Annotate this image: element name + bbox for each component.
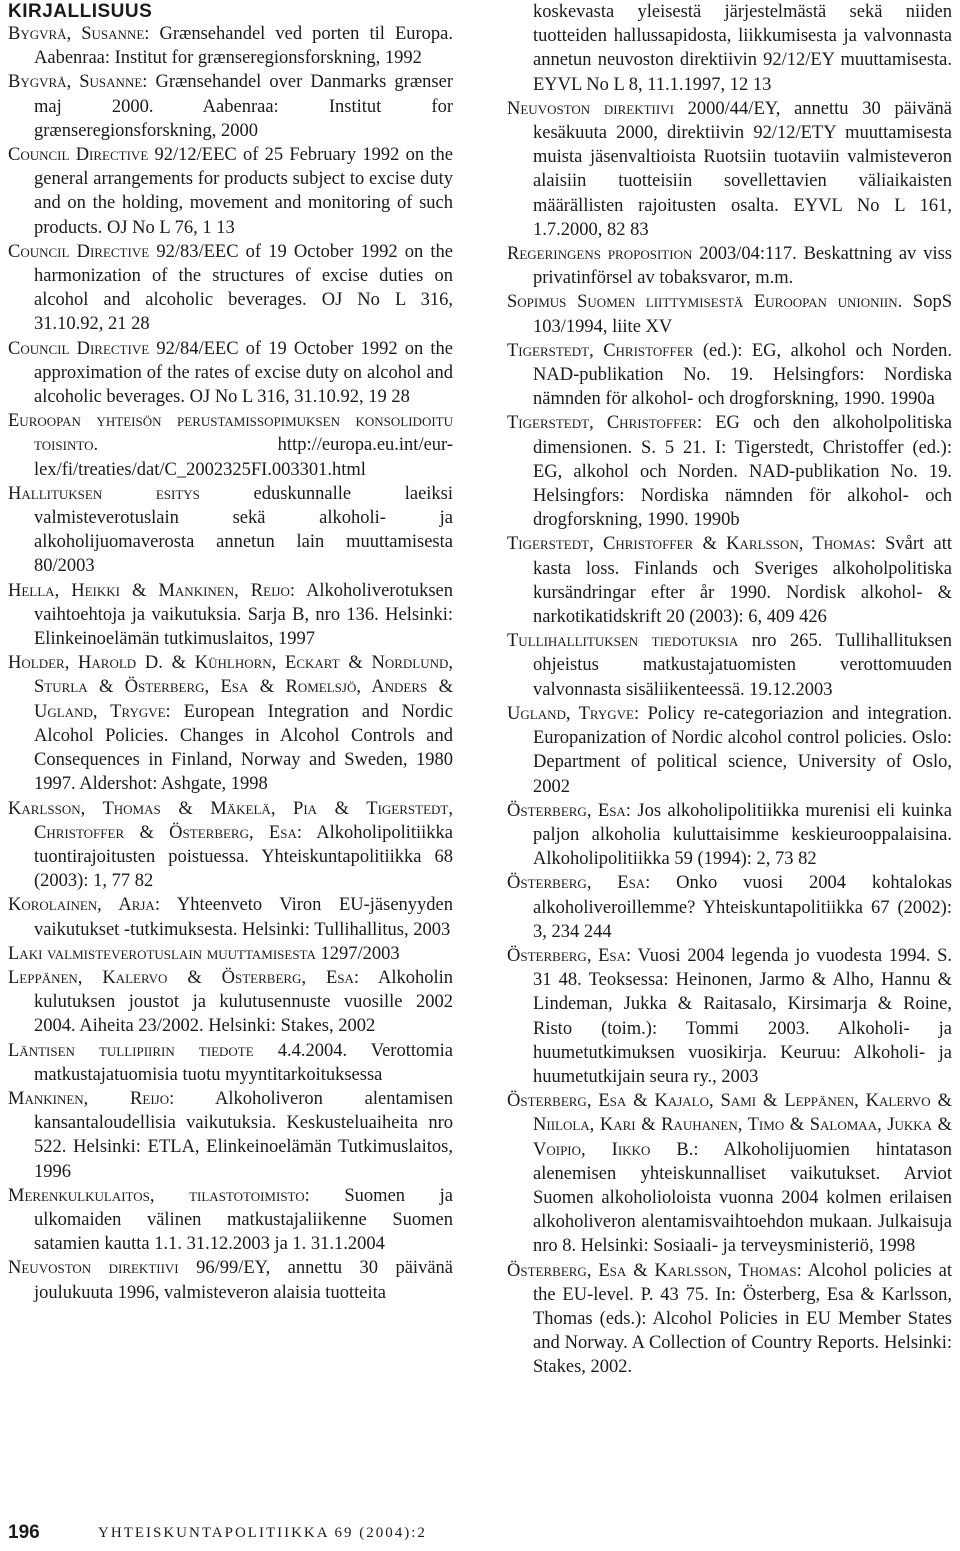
reference-text: nro 265. Tullihallituksen ohjeistus matkustajatuomisten verottomuuden valvonnasta sisäliikenteessä. 19.12.2003 <box>533 631 952 700</box>
reference-entry <box>507 871 952 944</box>
reference-entry <box>507 702 952 799</box>
reference-text: Alkoholijuomien hintatason alenemisen yhteiskunnalliset vaikutukset. Arviot Suomen alkoholioloista vuonna 2004 kolmen erilaisen alkoholiveron alentamisvaihtoehdon mukaan. Julkaisuja nro 8. Helsinki: Sosiaali- ja terveysministeriö, 1998 <box>533 1139 952 1257</box>
continued-reference: koskevasta yleisestä järjestelmästä sekä niiden tuotteiden hallussapidosta, liikkumisesta ja valvonnasta annetun neuvoston direktiivin 92/12/EY muuttamisesta. EYVL No L 8, 11.1.1997, 12 13 <box>533 2 952 95</box>
reference-author: Österberg, Esa: <box>507 945 632 966</box>
reference-author: Bygvrå, Susanne: <box>8 72 148 93</box>
reference-author: Hallituksen esitys <box>8 483 200 504</box>
reference-entry <box>507 411 952 532</box>
reference-entry <box>8 22 453 70</box>
reference-author: Karlsson, Thomas & Mäkelä, Pia & Tigerstedt, Christoffer & Österberg, Esa: <box>8 798 453 843</box>
reference-author: Tigerstedt, Christoffer & Karlsson, Thomas: <box>507 534 876 555</box>
reference-entry <box>507 97 952 242</box>
reference-author: Tigerstedt, Christoffer <box>507 340 694 361</box>
reference-text: Alcohol policies at the EU-level. P. 43 75. In: Österberg, Esa & Karlsson, Thomas (eds.): Alcohol Policies in EU Member States and Norway. A Collection of Country Reports. Helsinki: Stakes, 2002. <box>533 1260 952 1378</box>
reference-author: Merenkulkulaitos, tilastotoimisto: <box>8 1185 310 1206</box>
reference-text: Onko vuosi 2004 kohtalokas alkoholiveroillemme? Yhteiskuntapolitiikka 67 (2002): 3, 234 244 <box>533 873 952 942</box>
reference-author: Leppänen, Kalervo & Österberg, Esa: <box>8 967 360 988</box>
reference-entry <box>8 337 453 410</box>
reference-entry <box>507 339 952 412</box>
reference-text: 92/84/EEC of 19 October 1992 on the approximation of the rates of excise duty on alcohol and alcoholic beverages. OJ No L 316, 31.10.92, 19 28 <box>34 338 453 408</box>
reference-text: Grænsehandel ved porten til Europa. Aabenraa: Institut for grænseregionsforskning, 1992 <box>34 24 453 69</box>
section-heading: KIRJALLISUUS <box>8 1 153 22</box>
reference-text: eduskunnalle laeiksi valmisteverotuslain sekä alkoholi- ja alkoholijuomaverosta annetun lain muuttamisesta 80/2003 <box>34 483 454 577</box>
reference-author: Neuvoston direktiivi <box>507 98 674 119</box>
reference-entry <box>507 1089 952 1258</box>
reference-author: Mankinen, Reijo: <box>8 1088 175 1109</box>
reference-entry <box>507 629 952 702</box>
reference-entry <box>8 240 453 337</box>
reference-author: Österberg, Esa: <box>507 873 651 894</box>
reference-entry <box>8 651 453 796</box>
reference-text: 2000/44/EY, annettu 30 päivänä kesäkuuta 2000, direktiivin 92/12/ETY muuttamisesta muista jäsenvaltioista Ruotsiin tuotaviin valmisteveron alaisiin tuotteisiin sovellettavien väliaikaisten määrällisten rajoitusten osalta. EYVL No L 161, 1.7.2000, 82 83 <box>533 98 952 240</box>
journal-name: YHTEISKUNTAPOLITIIKKA 69 (2004):2 <box>98 1525 427 1541</box>
reference-entry <box>507 799 952 872</box>
reference-author: Österberg, Esa & Kajalo, Sami & Leppänen, Kalervo & Niilola, Kari & Rauhanen, Timo & Salomaa, Jukka & Voipio, Iikko B.: <box>507 1091 952 1160</box>
reference-entry <box>8 966 453 1039</box>
reference-author: Ugland, Trygve: <box>507 703 640 724</box>
reference-text: Svårt att kasta loss. Finlands och Sveriges alkoholpolitiska kursändringar efter år 1990. Nordisk alkohol- & narkotikatidskrift 20 (2003): 6, 409 426 <box>533 534 952 628</box>
reference-text: 92/12/EEC of 25 February 1992 on the general arrangements for products subject to excise duty and on the holding, movement and monitoring of such products. OJ No L 76, 1 13 <box>34 145 453 238</box>
reference-entry <box>8 579 453 652</box>
reference-author: Hella, Heikki & Mankinen, Reijo: <box>8 580 296 601</box>
reference-text: 1297/2003 <box>315 943 400 964</box>
reference-entry <box>8 1039 453 1087</box>
reference-entry <box>8 797 453 894</box>
reference-author: Tigerstedt, Christoffer: <box>507 413 703 434</box>
reference-author: Euroopan yhteisön perustamissopimuksen konsolidoitu toisinto. <box>8 411 453 456</box>
reference-entry <box>507 1259 952 1380</box>
reference-text: 92/83/EEC of 19 October 1992 on the harmonization of the structures of excise duties on alcohol and alcoholic beverages. OJ No L 316, 31.10.92, 21 28 <box>34 241 453 335</box>
reference-text: EG och den alkoholpolitiska dimensionen. S. 5 21. I: Tigerstedt, Christoffer (ed.): EG, alkohol och Norden. NAD-publikation No. 19. Helsingfors: Nordiska nämnden för alkohol- och drogforskning, 1990. 1990b <box>533 413 952 531</box>
right-column <box>507 0 952 1380</box>
reference-text: Alkoholin kulutuksen joustot ja kulutusennuste vuosille 2002 2004. Aiheita 23/2002. Helsinki: Stakes, 2002 <box>34 967 453 1037</box>
reference-author: Bygvrå, Susanne: <box>8 24 150 44</box>
reference-author: Österberg, Esa & Karlsson, Thomas: <box>507 1260 802 1281</box>
reference-author: Tullihallituksen tiedotuksia <box>507 631 739 652</box>
reference-entry <box>8 143 453 240</box>
reference-entry <box>8 893 453 941</box>
reference-entry <box>507 532 952 629</box>
reference-text: Alkoholiveron alentamisen kansantaloudellisia vaikutuksia. Keskusteluaiheita nro 522. Helsinki: ETLA, Elinkeinoelämän Tutkimuslaitos, 1996 <box>34 1088 453 1182</box>
reference-entry <box>507 290 952 338</box>
reference-entry <box>8 942 453 966</box>
reference-text: 4.4.2004. Verottomia matkustajatuomisia tuotu myyntitarkoituksessa <box>34 1040 453 1085</box>
reference-text: Alkoholiverotuksen vaihtoehtoja ja vaikutuksia. Sarja B, nro 136. Helsinki: Elinkeinoelämän tutkimuslaitos, 1997 <box>34 580 453 650</box>
reference-entry <box>8 1184 453 1257</box>
reference-author: Council Directive <box>8 338 150 359</box>
reference-entry <box>507 242 952 290</box>
reference-author: Council Directive <box>8 241 150 262</box>
reference-entry <box>8 482 453 579</box>
reference-author: Council Directive <box>8 145 149 166</box>
reference-text: Yhteenveto Viron EU-jäsenyyden vaikutukset -tutkimuksesta. Helsinki: Tullihallitus, 2003 <box>34 895 453 940</box>
reference-text: Grænsehandel over Danmarks grænser maj 2000. Aabenraa: Institut for grænseregionsforskning, 2000 <box>34 72 454 141</box>
reference-author: Holder, Harold D. & Kühlhorn, Eckart & Nordlund, Sturla & Österberg, Esa & Romelsjö, Anders & Ugland, Trygve: <box>8 653 453 722</box>
reference-author: Österberg, Esa: <box>507 800 631 821</box>
reference-text: SopS 103/1994, liite XV <box>533 292 953 337</box>
reference-text: Jos alkoholipolitiikka murenisi eli kuinka paljon alkoholia kuluttaisimme keskieurooppalaisina. Alkoholipolitiikka 59 (1994): 2, 73 82 <box>533 800 952 870</box>
reference-text: (ed.): EG, alkohol och Norden. NAD-publikation No. 19. Helsingfors: Nordiska nämnden för alkohol- och drogforskning, 1990. 1990a <box>533 340 952 410</box>
reference-text: http://europa.eu.int/eur-lex/fi/treaties/dat/C_2002325FI.003301.html <box>34 435 453 480</box>
reference-entry <box>8 409 453 482</box>
reference-author: Laki valmisteverotuslain muuttamisesta <box>8 943 316 964</box>
page-number: 196 <box>8 1522 40 1543</box>
reference-text: European Integration and Nordic Alcohol Policies. Changes in Alcohol Controls and Consequences in Finland, Norway and Sweden, 1980 1997. Aldershot: Ashgate, 1998 <box>34 701 453 795</box>
reference-entry <box>8 70 453 143</box>
reference-entry <box>8 1087 453 1184</box>
reference-author: Neuvoston direktiivi <box>8 1258 179 1279</box>
left-column <box>8 22 453 1305</box>
reference-text: Suomen ja ulkomaiden välinen matkustajaliikenne Suomen satamien kautta 1.1. 31.12.2003 ja 1. 31.1.2004 <box>34 1185 453 1255</box>
reference-author: Läntisen tullipiirin tiedote <box>8 1040 254 1061</box>
reference-text: Policy re-categoriazion and integration. Europanization of Nordic alcohol control policies. Oslo: Department of political science, University of Oslo, 2002 <box>533 703 952 797</box>
reference-entry <box>507 944 952 1089</box>
reference-text: 96/99/EY, annettu 30 päivänä joulukuuta 1996, valmisteveron alaisia tuotteita <box>34 1258 453 1303</box>
reference-author: Regeringens proposition <box>507 244 693 265</box>
reference-author: Sopimus Suomen liittymisestä Euroopan unioniin. <box>507 292 903 313</box>
reference-text: Alkoholipolitiikka tuontirajoitusten poistuessa. Yhteiskuntapolitiikka 68 (2003): 1, 77 82 <box>34 822 453 892</box>
reference-text: Vuosi 2004 legenda jo vuodesta 1994. S. 31 48. Teoksessa: Heinonen, Jarmo & Alho, Hannu & Lindeman, Jukka & Raitasalo, Kirsimarja & Roine, Risto (toim.): Tommi 2003. Alkoholi- ja huumetutkimuksen vuosikirja. Keuruu: Alkoholi- ja huumetutkijain seura ry., 2003 <box>533 945 953 1087</box>
reference-text: 2003/04:117. Beskattning av viss privatinförsel av tobaksvaror, m.m. <box>533 244 952 289</box>
reference-entry <box>8 1256 453 1304</box>
reference-author: Korolainen, Arja: <box>8 895 160 916</box>
